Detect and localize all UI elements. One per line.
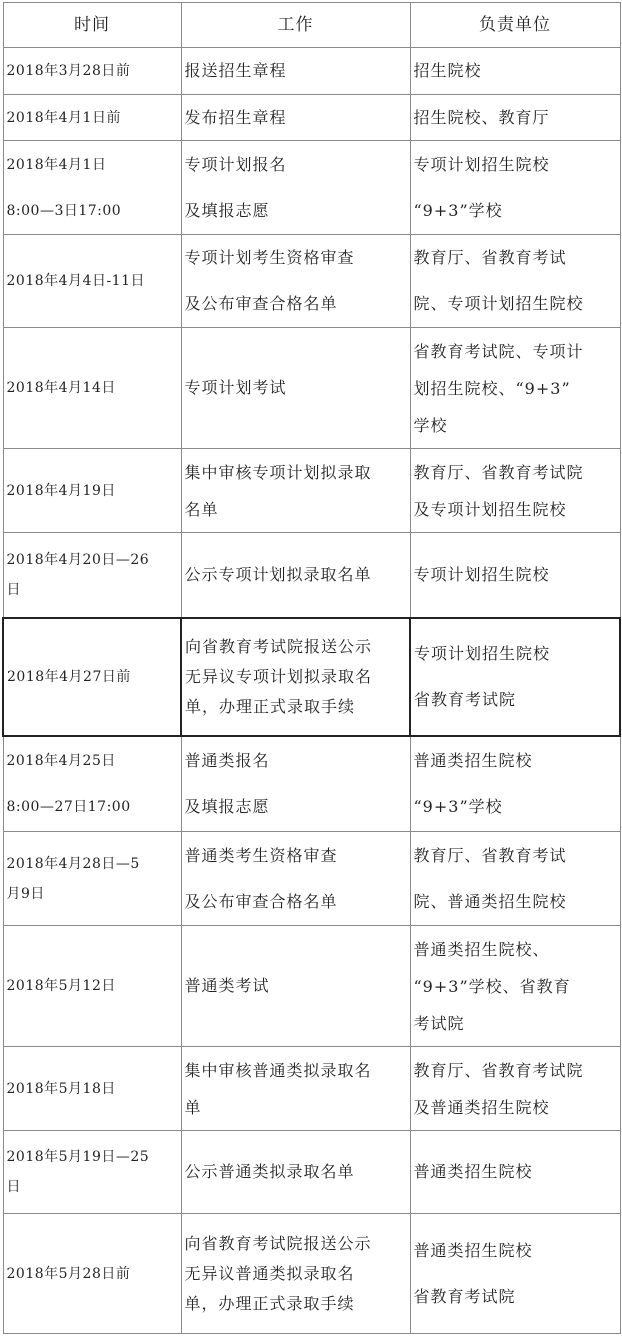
work-cell: [181, 328, 410, 449]
time-line: 2018年4月4日-11日: [6, 273, 145, 289]
unit-line: 专项计划招生院校: [413, 564, 550, 584]
unit-line: 教育厅、省教育考试院: [413, 1060, 584, 1080]
table-row: [3, 48, 620, 95]
work-line: 专项计划考试: [184, 378, 287, 397]
table-row: [3, 328, 620, 449]
table-row: [3, 618, 620, 736]
work-line: 名单: [184, 499, 219, 519]
work-line: 及填报志愿: [184, 796, 270, 816]
time-cell: [3, 1047, 181, 1131]
unit-cell: [410, 736, 620, 832]
unit-line: 招生院校、教育厅: [413, 107, 550, 127]
work-line: 发布招生章程: [184, 107, 287, 127]
time-cell: [3, 95, 181, 141]
time-line: 2018年4月1日前: [6, 109, 121, 126]
time-line: 2018年5月19日—25: [6, 1149, 150, 1165]
work-line: 向省教育考试院报送公示: [184, 1233, 372, 1253]
work-line: 无异议普通类拟录取名: [184, 1263, 355, 1283]
work-line: 报送招生章程: [184, 61, 287, 80]
unit-cell: [410, 141, 620, 235]
time-cell: [3, 141, 181, 235]
work-line: 集中审核专项计划拟录取: [184, 462, 372, 482]
header-work: 工作: [181, 3, 410, 48]
time-line: 月9日: [6, 885, 45, 902]
work-line: 专项计划报名: [184, 154, 287, 174]
work-cell: [181, 1047, 410, 1131]
time-cell: [3, 449, 181, 533]
schedule-table: [2, 2, 621, 1334]
unit-line: 专项计划招生院校: [413, 154, 550, 174]
time-line: 8:00—3日17:00: [6, 202, 122, 219]
table-row: [3, 1131, 620, 1214]
work-cell: [181, 449, 410, 533]
table-row: [3, 141, 620, 235]
time-line: 2018年4月1日: [6, 156, 107, 173]
work-cell: [181, 618, 410, 736]
work-cell: [181, 736, 410, 832]
unit-cell: [410, 1214, 620, 1334]
time-line: 2018年5月12日: [6, 978, 116, 994]
work-cell: [181, 1214, 410, 1334]
unit-line: 教育厅、省教育考试: [413, 845, 567, 865]
work-cell: [181, 533, 410, 618]
time-cell: [3, 926, 181, 1047]
header-unit: 负责单位: [410, 3, 620, 48]
header-row: [3, 3, 620, 48]
work-cell: [181, 48, 410, 95]
unit-cell: [410, 926, 620, 1047]
unit-cell: [410, 618, 620, 736]
unit-line: 招生院校: [413, 61, 482, 80]
time-line: 2018年4月25日: [6, 752, 116, 769]
work-cell: [181, 832, 410, 926]
work-cell: [181, 141, 410, 235]
unit-line: 普通类招生院校: [413, 750, 533, 770]
unit-line: 省教育考试院: [413, 1286, 516, 1306]
unit-cell: [410, 328, 620, 449]
unit-cell: [410, 95, 620, 141]
time-line: 2018年4月27日前: [7, 668, 131, 685]
work-line: 普通类报名: [184, 750, 270, 770]
unit-cell: [410, 235, 620, 328]
work-line: 单，办理正式录取手续: [185, 696, 356, 716]
table-row: [3, 926, 620, 1047]
work-line: 及公布审查合格名单: [184, 294, 338, 313]
unit-cell: [410, 533, 620, 618]
time-line: 2018年5月28日前: [6, 1265, 131, 1282]
header-time: 时间: [3, 3, 181, 48]
unit-line: “9+3”学校、省教育: [413, 976, 571, 996]
time-cell: [3, 1131, 181, 1214]
time-line: 2018年3月28日前: [6, 63, 131, 79]
unit-line: 教育厅、省教育考试院: [413, 462, 584, 482]
unit-cell: [410, 48, 620, 95]
time-cell: [3, 48, 181, 95]
work-line: 向省教育考试院报送公示: [185, 636, 373, 656]
unit-cell: [410, 832, 620, 926]
time-cell: [3, 736, 181, 832]
unit-line: 考试院: [413, 1013, 465, 1033]
unit-line: “9+3”学校: [413, 200, 503, 220]
unit-line: 教育厅、省教育考试: [413, 248, 567, 267]
table-row: [3, 1047, 620, 1131]
time-cell: [3, 618, 181, 736]
work-cell: [181, 1131, 410, 1214]
time-line: 2018年4月20日—26: [6, 551, 150, 568]
work-line: 单: [184, 1097, 202, 1117]
unit-line: “9+3”学校: [413, 796, 503, 816]
work-line: 普通类考试: [184, 976, 270, 995]
unit-cell: [410, 1131, 620, 1214]
table-row: [3, 832, 620, 926]
table-row: [3, 235, 620, 328]
time-cell: [3, 1214, 181, 1334]
unit-line: 及普通类招生院校: [413, 1097, 550, 1117]
time-cell: [3, 328, 181, 449]
work-line: 及公布审查合格名单: [184, 891, 338, 911]
work-cell: [181, 235, 410, 328]
unit-line: 省教育考试院、专项计: [413, 341, 584, 361]
work-line: 单，办理正式录取手续: [184, 1293, 355, 1313]
time-line: 8:00—27日17:00: [6, 798, 131, 815]
time-line: 2018年5月18日: [6, 1080, 116, 1097]
unit-line: 院、专项计划招生院校: [413, 294, 584, 313]
work-line: 公示专项计划拟录取名单: [184, 564, 372, 584]
work-line: 无异议专项计划拟录取名: [185, 666, 373, 686]
time-line: 日: [6, 581, 21, 598]
time-cell: [3, 832, 181, 926]
table-row: [3, 533, 620, 618]
unit-line: 学校: [413, 415, 448, 435]
unit-line: 省教育考试院: [414, 689, 517, 709]
time-line: 日: [6, 1179, 21, 1195]
time-cell: [3, 533, 181, 618]
unit-line: 普通类招生院校: [413, 1162, 533, 1181]
work-line: 及填报志愿: [184, 200, 270, 220]
time-cell: [3, 235, 181, 328]
work-line: 公示普通类拟录取名单: [184, 1162, 355, 1181]
table-row: [3, 95, 620, 141]
time-line: 2018年4月28日—5: [6, 855, 140, 872]
table-row: [3, 449, 620, 533]
table-row: [3, 736, 620, 832]
unit-line: 专项计划招生院校: [414, 643, 551, 663]
unit-line: 普通类招生院校、: [413, 939, 550, 959]
table-row: [3, 1214, 620, 1334]
work-cell: [181, 926, 410, 1047]
time-line: 2018年4月19日: [6, 482, 116, 499]
unit-line: 及专项计划招生院校: [413, 499, 567, 519]
unit-line: 划招生院校、“9+3”: [413, 378, 571, 398]
work-line: 集中审核普通类拟录取名: [184, 1060, 372, 1080]
work-line: 普通类考生资格审查: [184, 845, 338, 865]
work-cell: [181, 95, 410, 141]
unit-line: 普通类招生院校: [413, 1240, 533, 1260]
unit-line: 院、普通类招生院校: [413, 891, 567, 911]
time-line: 2018年4月14日: [6, 380, 116, 396]
work-line: 专项计划考生资格审查: [184, 248, 355, 267]
unit-cell: [410, 449, 620, 533]
unit-cell: [410, 1047, 620, 1131]
